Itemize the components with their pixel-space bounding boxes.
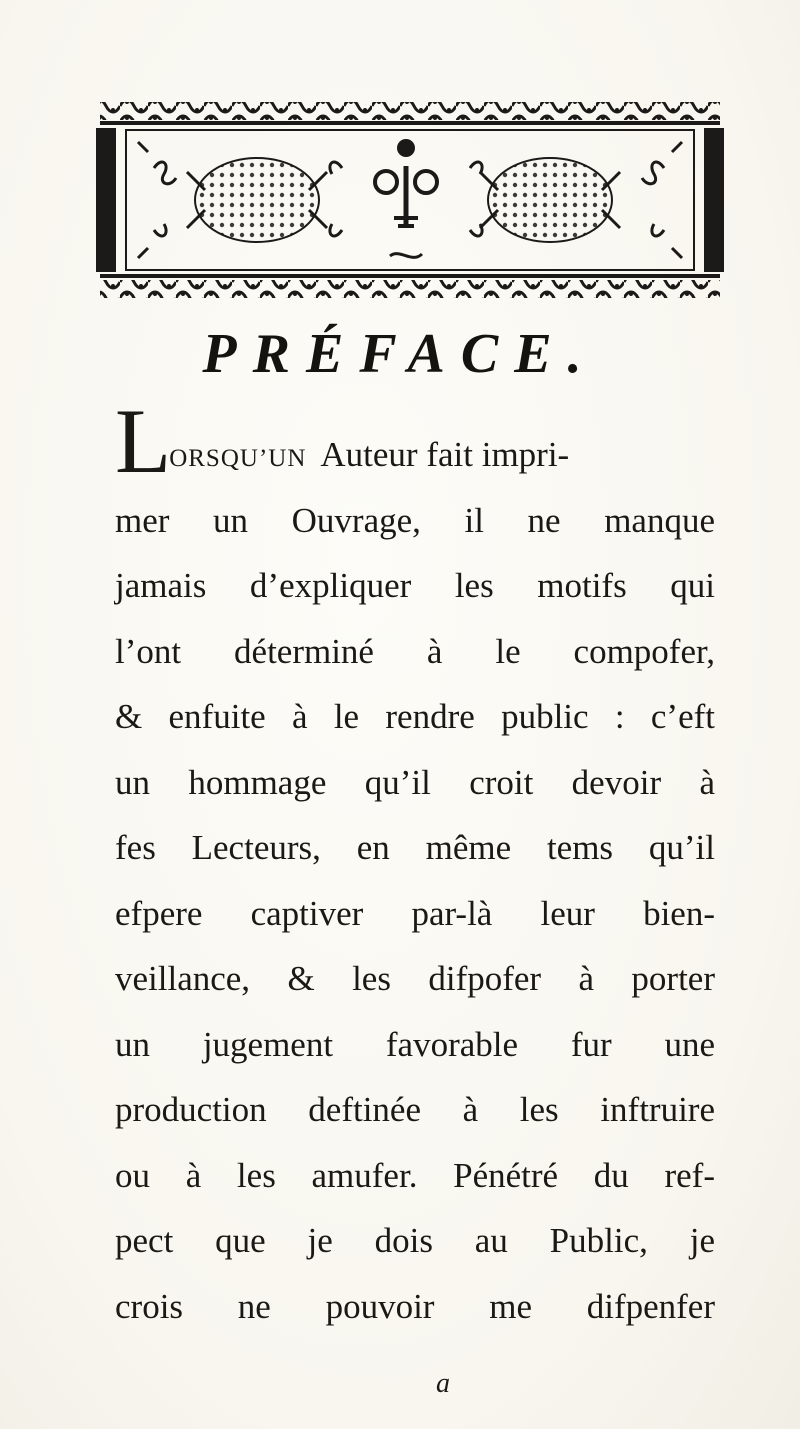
first-line-text: Auteur fait impri- <box>320 435 570 474</box>
paragraph-line: un jugement favorable fur une <box>115 1024 715 1064</box>
paragraph-line: jamais d’expliquer les motifs qui <box>115 566 715 605</box>
paragraph-line: pect que je dois au Public, je <box>115 1221 715 1260</box>
paragraph-line: fes Lecteurs, en même tems qu’il <box>115 828 715 867</box>
paragraph-line: efpere captiver par-là leur bien- <box>115 893 715 933</box>
paragraph-line: un hommage qu’il croit devoir à <box>115 762 715 802</box>
paragraph-line <box>115 390 715 492</box>
page-title: PRÉFACE. <box>202 323 598 385</box>
preface-paragraph <box>115 390 715 1339</box>
drop-cap: L <box>115 390 172 492</box>
page-signature-mark: a <box>436 1368 450 1399</box>
paragraph-line: production deftinée à les inftruire <box>115 1090 715 1129</box>
paragraph-line: veillance, & les difpofer à porter <box>115 959 715 998</box>
paragraph-line: mer un Ouvrage, il ne manque <box>115 500 715 540</box>
paragraph-line: ou à les amufer. Pénétré du ref- <box>115 1155 715 1195</box>
paragraph-line: & enfuite à le rendre public : c’eft <box>115 697 715 736</box>
paragraph-line: l’ont déterminé à le compofer, <box>115 631 715 671</box>
decorative-headpiece-icon <box>92 98 728 304</box>
paragraph-line: crois ne pouvoir me difpenfer <box>115 1286 715 1326</box>
small-caps-opening: ORSQU’UN <box>169 445 307 472</box>
